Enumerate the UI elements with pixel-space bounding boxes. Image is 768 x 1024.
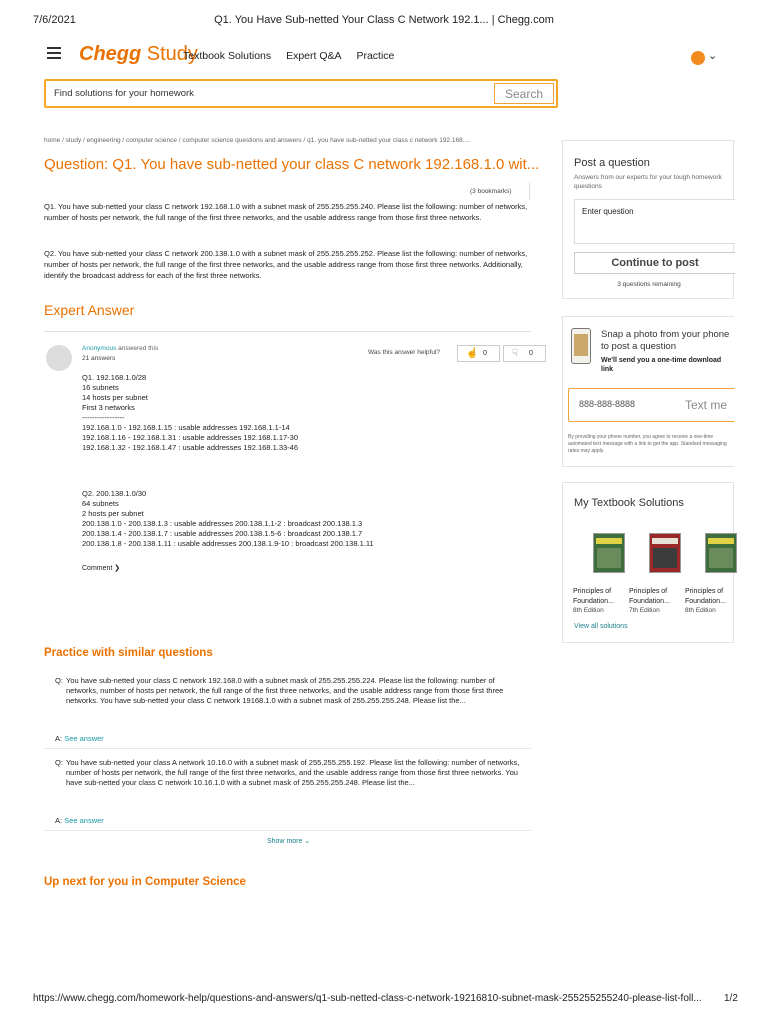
book-title: Principles of Foundation... bbox=[573, 588, 614, 605]
print-header bbox=[0, 14, 768, 28]
user-avatar-icon[interactable] bbox=[691, 51, 705, 65]
comment-label: Comment bbox=[82, 565, 113, 572]
thumbs-up-icon: ☝ bbox=[466, 348, 479, 359]
answer-line: 192.168.1.0 - 192.168.1.15 : usable addresses 192.168.1.1-14 bbox=[82, 423, 290, 432]
divider bbox=[44, 331, 531, 332]
phone-input-group bbox=[568, 388, 735, 422]
answer-line: 200.138.1.0 - 200.138.1.3 : usable addresses 200.138.1.1-2 : broadcast 200.138.1.3 bbox=[82, 519, 363, 528]
practice-answer bbox=[55, 816, 104, 825]
divider bbox=[44, 748, 531, 749]
book-edition: 8th Edition bbox=[685, 607, 716, 614]
chevron-down-icon: ⌄ bbox=[304, 838, 311, 845]
textbook-item[interactable] bbox=[629, 533, 681, 614]
textbook-item[interactable] bbox=[685, 533, 737, 614]
book-title: Principles of Foundation... bbox=[629, 588, 670, 605]
search-input[interactable] bbox=[54, 85, 484, 102]
post-question-title: Post a question bbox=[574, 157, 650, 169]
answer-line: 2 hosts per subnet bbox=[82, 509, 144, 518]
search-button[interactable]: Search bbox=[494, 83, 554, 104]
text-me-button[interactable]: Text me bbox=[677, 395, 735, 415]
see-answer-link[interactable]: See answer bbox=[64, 816, 104, 825]
phone-number-input[interactable] bbox=[579, 399, 669, 409]
questions-remaining: 3 questions remaining bbox=[617, 281, 681, 288]
practice-question-text: You have sub-netted your class A network 10.16.0 with a subnet mask of 255.255.255.192. Please list the following: number of networks, number of hosts per network, the full range of the first three networks, and the usable address range from those first three networks. You have sub-netted your class C network 10.16.1.0 with a subnet mask of 255.255.255.248. Please list the... bbox=[66, 758, 520, 787]
answerer-name[interactable]: Anonymous bbox=[82, 345, 117, 352]
phone-icon bbox=[571, 328, 591, 364]
print-url: https://www.chegg.com/homework-help/questions-and-answers/q1-sub-netted-class-c-network-19216810-subnet-mask-255255255240-please-list-foll... bbox=[33, 993, 702, 1004]
comment-link[interactable] bbox=[82, 564, 120, 572]
book-cover bbox=[593, 533, 625, 573]
search-bar bbox=[44, 79, 558, 108]
question-label: Q: bbox=[55, 758, 63, 767]
textbook-solutions-title: My Textbook Solutions bbox=[574, 497, 684, 509]
view-all-solutions-link[interactable]: View all solutions bbox=[574, 623, 628, 630]
answer-line: 16 subnets bbox=[82, 383, 119, 392]
brand-study: Study bbox=[146, 43, 198, 65]
see-answer-link[interactable]: See answer bbox=[64, 734, 104, 743]
nav-expert-qa[interactable]: Expert Q&A bbox=[286, 50, 342, 62]
answer-line: 192.168.1.32 - 192.168.1.47 : usable addresses 192.168.1.33-46 bbox=[82, 443, 299, 452]
answer-line: 192.168.1.16 - 192.168.1.31 : usable addresses 192.168.1.17-30 bbox=[82, 433, 299, 442]
question-label: Q: bbox=[55, 676, 63, 685]
book-cover bbox=[649, 533, 681, 573]
practice-heading: Practice with similar questions bbox=[44, 647, 213, 659]
top-navigation bbox=[44, 43, 744, 71]
divider bbox=[44, 830, 531, 831]
answer-block-q2 bbox=[82, 489, 374, 549]
show-more-button[interactable] bbox=[267, 837, 310, 845]
answerer-answer-count: 21 answers bbox=[82, 355, 116, 362]
helpful-prompt: Was this answer helpful? bbox=[368, 349, 441, 356]
answer-line: 200.138.1.4 - 200.138.1.7 : usable addresses 200.138.1.5-6 : broadcast 200.138.1.7 bbox=[82, 529, 363, 538]
thumbs-down-icon: ☟ bbox=[512, 348, 519, 359]
snap-photo-card bbox=[562, 316, 734, 467]
hamburger-menu-icon[interactable] bbox=[47, 47, 61, 59]
question-input[interactable] bbox=[574, 199, 735, 244]
chevron-right-icon: ❯ bbox=[114, 565, 121, 572]
print-date: 7/6/2021 bbox=[33, 14, 76, 26]
post-question-subtitle: Answers from our experts for your tough homework questions bbox=[574, 174, 722, 190]
nav-practice[interactable]: Practice bbox=[356, 50, 395, 62]
answer-label: A: bbox=[55, 816, 63, 825]
print-page-title: Q1. You Have Sub-netted Your Class C Network 192.1... | Chegg.com bbox=[214, 14, 554, 26]
upvote-count: 0 bbox=[483, 350, 487, 357]
downvote-count: 0 bbox=[529, 350, 533, 357]
snap-title: Snap a photo from your phone to post a question bbox=[601, 329, 730, 352]
chevron-down-icon[interactable]: ⌄ bbox=[708, 50, 718, 62]
book-edition: 8th Edition bbox=[573, 607, 604, 614]
show-more-label: Show more bbox=[267, 838, 303, 845]
continue-to-post-button[interactable]: Continue to post bbox=[574, 252, 735, 274]
breadcrumb[interactable]: home / study / engineering / computer science / computer science questions and answers / q1. you have sub-netted your class c network 192.168.... bbox=[44, 137, 470, 144]
answer-line: First 3 networks bbox=[82, 403, 135, 412]
divider bbox=[529, 183, 530, 200]
answer-line: ----------------- bbox=[82, 413, 125, 422]
book-edition: 7th Edition bbox=[629, 607, 660, 614]
print-footer bbox=[0, 993, 768, 1007]
book-cover bbox=[705, 533, 737, 573]
nav-links bbox=[183, 50, 406, 62]
answer-line: 64 subnets bbox=[82, 499, 119, 508]
chegg-study-logo[interactable] bbox=[79, 43, 198, 66]
answer-byline bbox=[82, 345, 158, 352]
question-text-q2: Q2. You have sub-netted your class C network 200.138.1.0 with a subnet mask of 255.255.255.252. Please list the following: number of networks, number of hosts per network, the full range of the first three networks, and the usable address range from those first three networks. Additionally, identify the broadcast address for each of the first three networks. bbox=[44, 249, 528, 280]
print-page-number: 1/2 bbox=[724, 993, 738, 1004]
answer-label: A: bbox=[55, 734, 63, 743]
thumbs-up-button[interactable] bbox=[457, 345, 500, 362]
thumbs-down-button[interactable] bbox=[503, 345, 546, 362]
answer-line: 200.138.1.8 - 200.138.1.11 : usable addresses 200.138.1.9-10 : broadcast 200.138.1.11 bbox=[82, 539, 374, 548]
bookmarks-count[interactable]: (3 bookmarks) bbox=[470, 188, 512, 195]
practice-question-text: You have sub-netted your class C network 192.168.0 with a subnet mask of 255.255.255.224. Please list the following: number of networks, number of hosts per network, the full range of the first three networks, and the usable address range from those first three networks. You have sub-netted your class C network 19168.1.0 with a subnet mask of 255.255.255.248. Please list the... bbox=[66, 676, 504, 705]
textbook-solutions-card bbox=[562, 482, 734, 643]
answer-line: Q2. 200.138.1.0/30 bbox=[82, 489, 147, 498]
question-title: Question: Q1. You have sub-netted your class C network 192.168.1.0 wit... bbox=[44, 156, 540, 173]
question-text-q1: Q1. You have sub-netted your class C network 192.168.1.0 with a subnet mask of 255.255.255.240. Please list the following: number of networks, number of hosts per network, the full range of the first three networks, and the usable address range from those first three networks. bbox=[44, 202, 528, 222]
nav-textbook-solutions[interactable]: Textbook Solutions bbox=[183, 50, 272, 62]
practice-answer bbox=[55, 734, 104, 743]
answered-text: answered this bbox=[118, 345, 159, 352]
snap-subtitle: We'll send you a one-time download link bbox=[601, 357, 722, 373]
book-title: Principles of Foundation... bbox=[685, 588, 726, 605]
answer-line: Q1. 192.168.1.0/28 bbox=[82, 373, 147, 382]
up-next-heading: Up next for you in Computer Science bbox=[44, 876, 246, 888]
answer-block-q1 bbox=[82, 373, 298, 453]
answerer-avatar bbox=[46, 345, 72, 371]
post-question-card bbox=[562, 140, 734, 299]
textbook-item[interactable] bbox=[573, 533, 625, 614]
brand-chegg: Chegg bbox=[79, 43, 142, 65]
expert-answer-heading: Expert Answer bbox=[44, 302, 135, 318]
snap-legal-text: By providing your phone number, you agree to receive a one-time automated text message with a link to get the app. Standard messaging rates may apply. bbox=[568, 434, 727, 454]
answer-line: 14 hosts per subnet bbox=[82, 393, 148, 402]
